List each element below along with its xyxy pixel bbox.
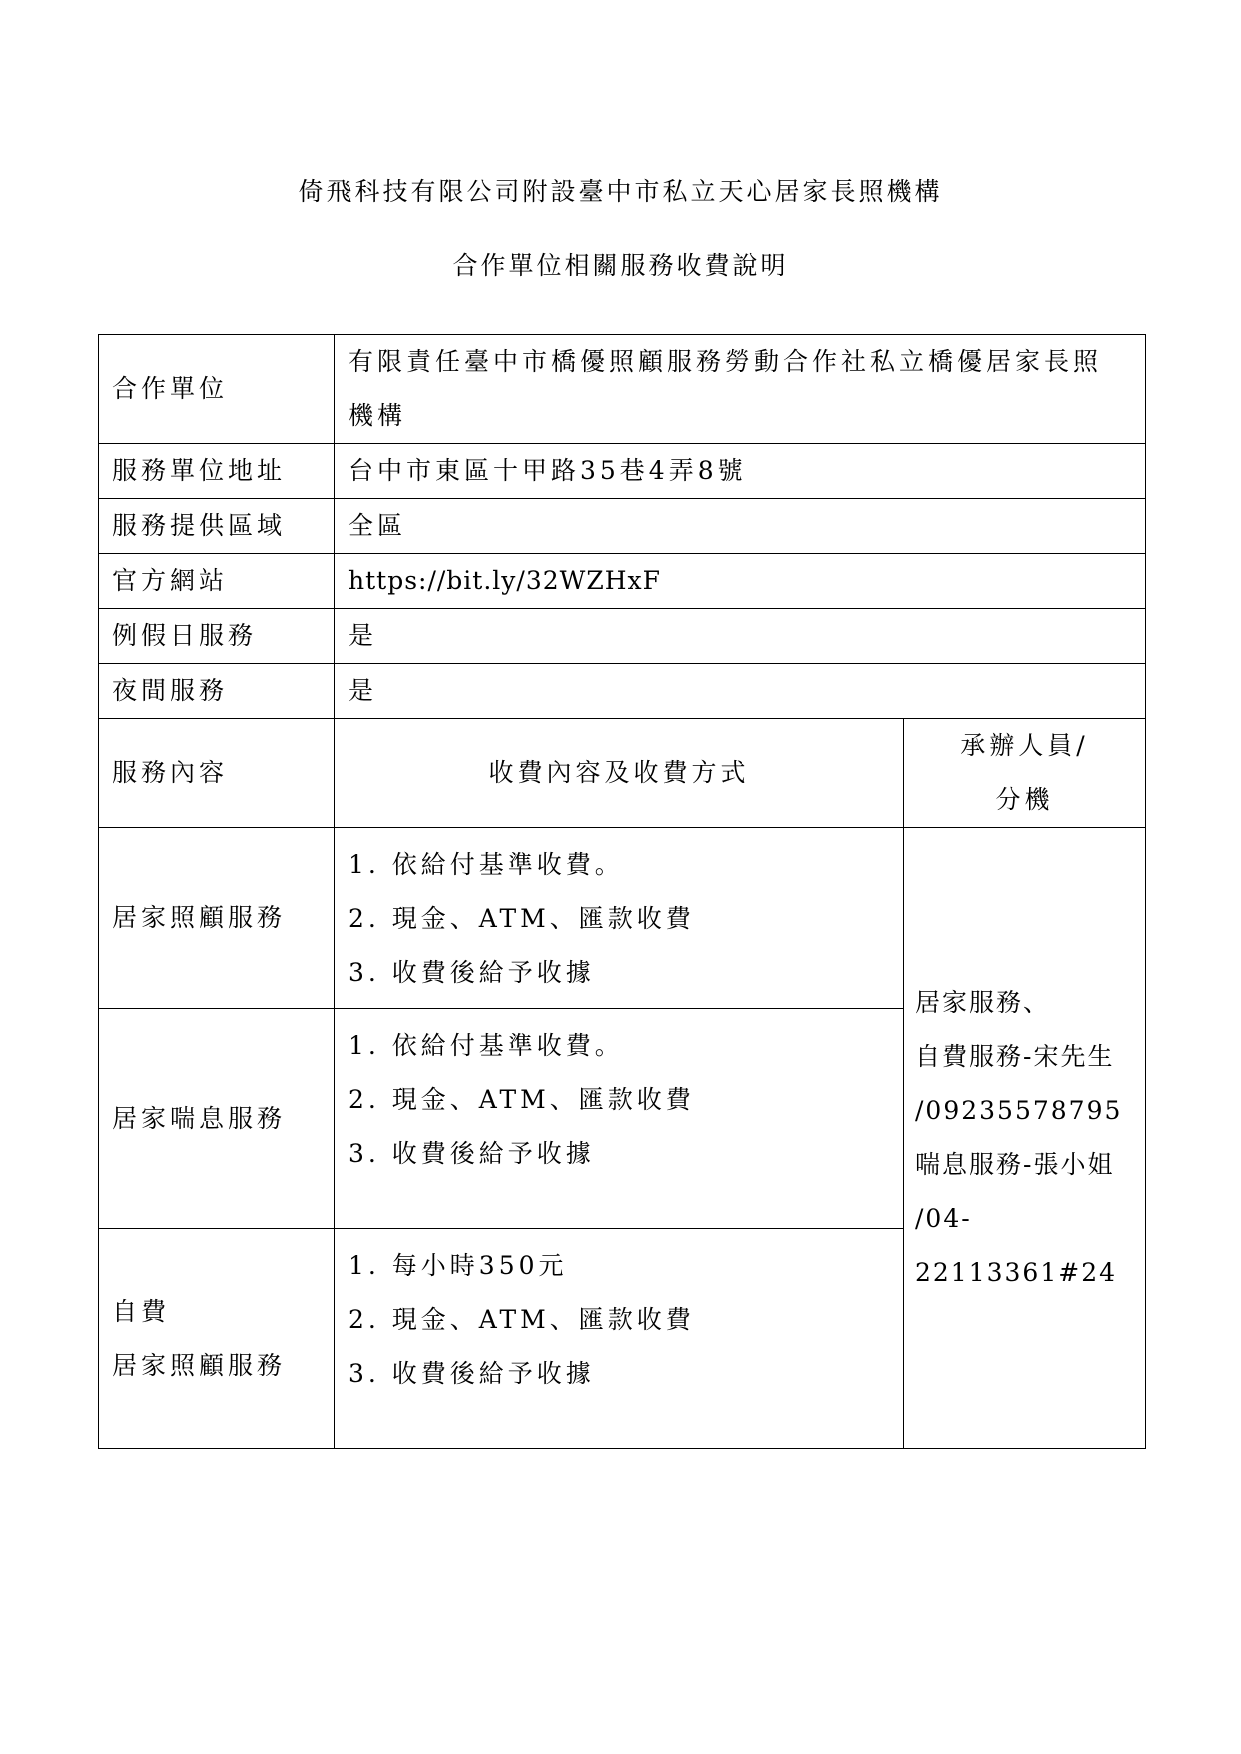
fee-list bbox=[335, 828, 904, 1009]
row-label-night: 夜間服務 bbox=[99, 664, 335, 719]
fee-item: 2. 現金、ATM、匯款收費 bbox=[348, 904, 695, 933]
document-subtitle: 合作單位相關服務收費說明 bbox=[452, 251, 789, 280]
website-link[interactable]: https://bit.ly/32WZHxF bbox=[335, 554, 1146, 609]
header-service-content: 服務內容 bbox=[99, 719, 335, 828]
contact-line: /09235578795 bbox=[915, 1096, 1123, 1125]
fee-item: 1. 依給付基準收費。 bbox=[348, 850, 624, 879]
service-name-line2: 居家照顧服務 bbox=[112, 1350, 287, 1380]
service-fee-table bbox=[98, 334, 1146, 1449]
contact-line: 居家服務、 bbox=[915, 988, 1051, 1017]
contact-line: 喘息服務-張小姐 bbox=[915, 1150, 1115, 1179]
fee-item: 1. 依給付基準收費。 bbox=[348, 1031, 624, 1060]
contact-line: 自費服務-宋先生 bbox=[915, 1042, 1115, 1071]
header-contact-line1: 承辦人員/ bbox=[960, 731, 1089, 760]
service-name bbox=[99, 1229, 335, 1449]
table-row bbox=[99, 554, 1146, 609]
row-label-address: 服務單位地址 bbox=[99, 444, 335, 499]
fee-item: 3. 收費後給予收據 bbox=[348, 1139, 595, 1168]
fee-list bbox=[335, 1229, 904, 1449]
table-row bbox=[99, 664, 1146, 719]
fee-item: 3. 收費後給予收據 bbox=[348, 958, 595, 987]
fee-item: 2. 現金、ATM、匯款收費 bbox=[348, 1305, 695, 1334]
service-row bbox=[99, 828, 1146, 1009]
header-contact bbox=[904, 719, 1146, 828]
service-area: 全區 bbox=[335, 499, 1146, 554]
service-name: 居家照顧服務 bbox=[99, 828, 335, 1009]
table-row bbox=[99, 444, 1146, 499]
row-label-partner: 合作單位 bbox=[99, 335, 335, 444]
row-label-website: 官方網站 bbox=[99, 554, 335, 609]
service-name: 居家喘息服務 bbox=[99, 1009, 335, 1229]
partner-name: 有限責任臺中市橋優照顧服務勞動合作社私立橋優居家長照機構 bbox=[335, 335, 1146, 444]
table-row bbox=[99, 499, 1146, 554]
service-name-line1: 自費 bbox=[112, 1296, 171, 1326]
row-label-holiday: 例假日服務 bbox=[99, 609, 335, 664]
table-row bbox=[99, 335, 1146, 444]
table-row bbox=[99, 609, 1146, 664]
fee-item: 1. 每小時350元 bbox=[348, 1251, 568, 1280]
service-address: 台中市東區十甲路35巷4弄8號 bbox=[335, 444, 1146, 499]
services-header-row bbox=[99, 719, 1146, 828]
header-fee-method: 收費內容及收費方式 bbox=[335, 719, 904, 828]
fee-item: 2. 現金、ATM、匯款收費 bbox=[348, 1085, 695, 1114]
contact-line: /04-22113361#24 bbox=[915, 1204, 1118, 1287]
fee-item: 3. 收費後給予收據 bbox=[348, 1359, 595, 1388]
header-contact-line2: 分機 bbox=[995, 785, 1054, 814]
document-title: 倚飛科技有限公司附設臺中市私立天心居家長照機構 bbox=[298, 177, 943, 206]
contact-info bbox=[904, 828, 1146, 1449]
fee-list bbox=[335, 1009, 904, 1229]
night-service-value: 是 bbox=[335, 664, 1146, 719]
row-label-area: 服務提供區域 bbox=[99, 499, 335, 554]
holiday-service-value: 是 bbox=[335, 609, 1146, 664]
